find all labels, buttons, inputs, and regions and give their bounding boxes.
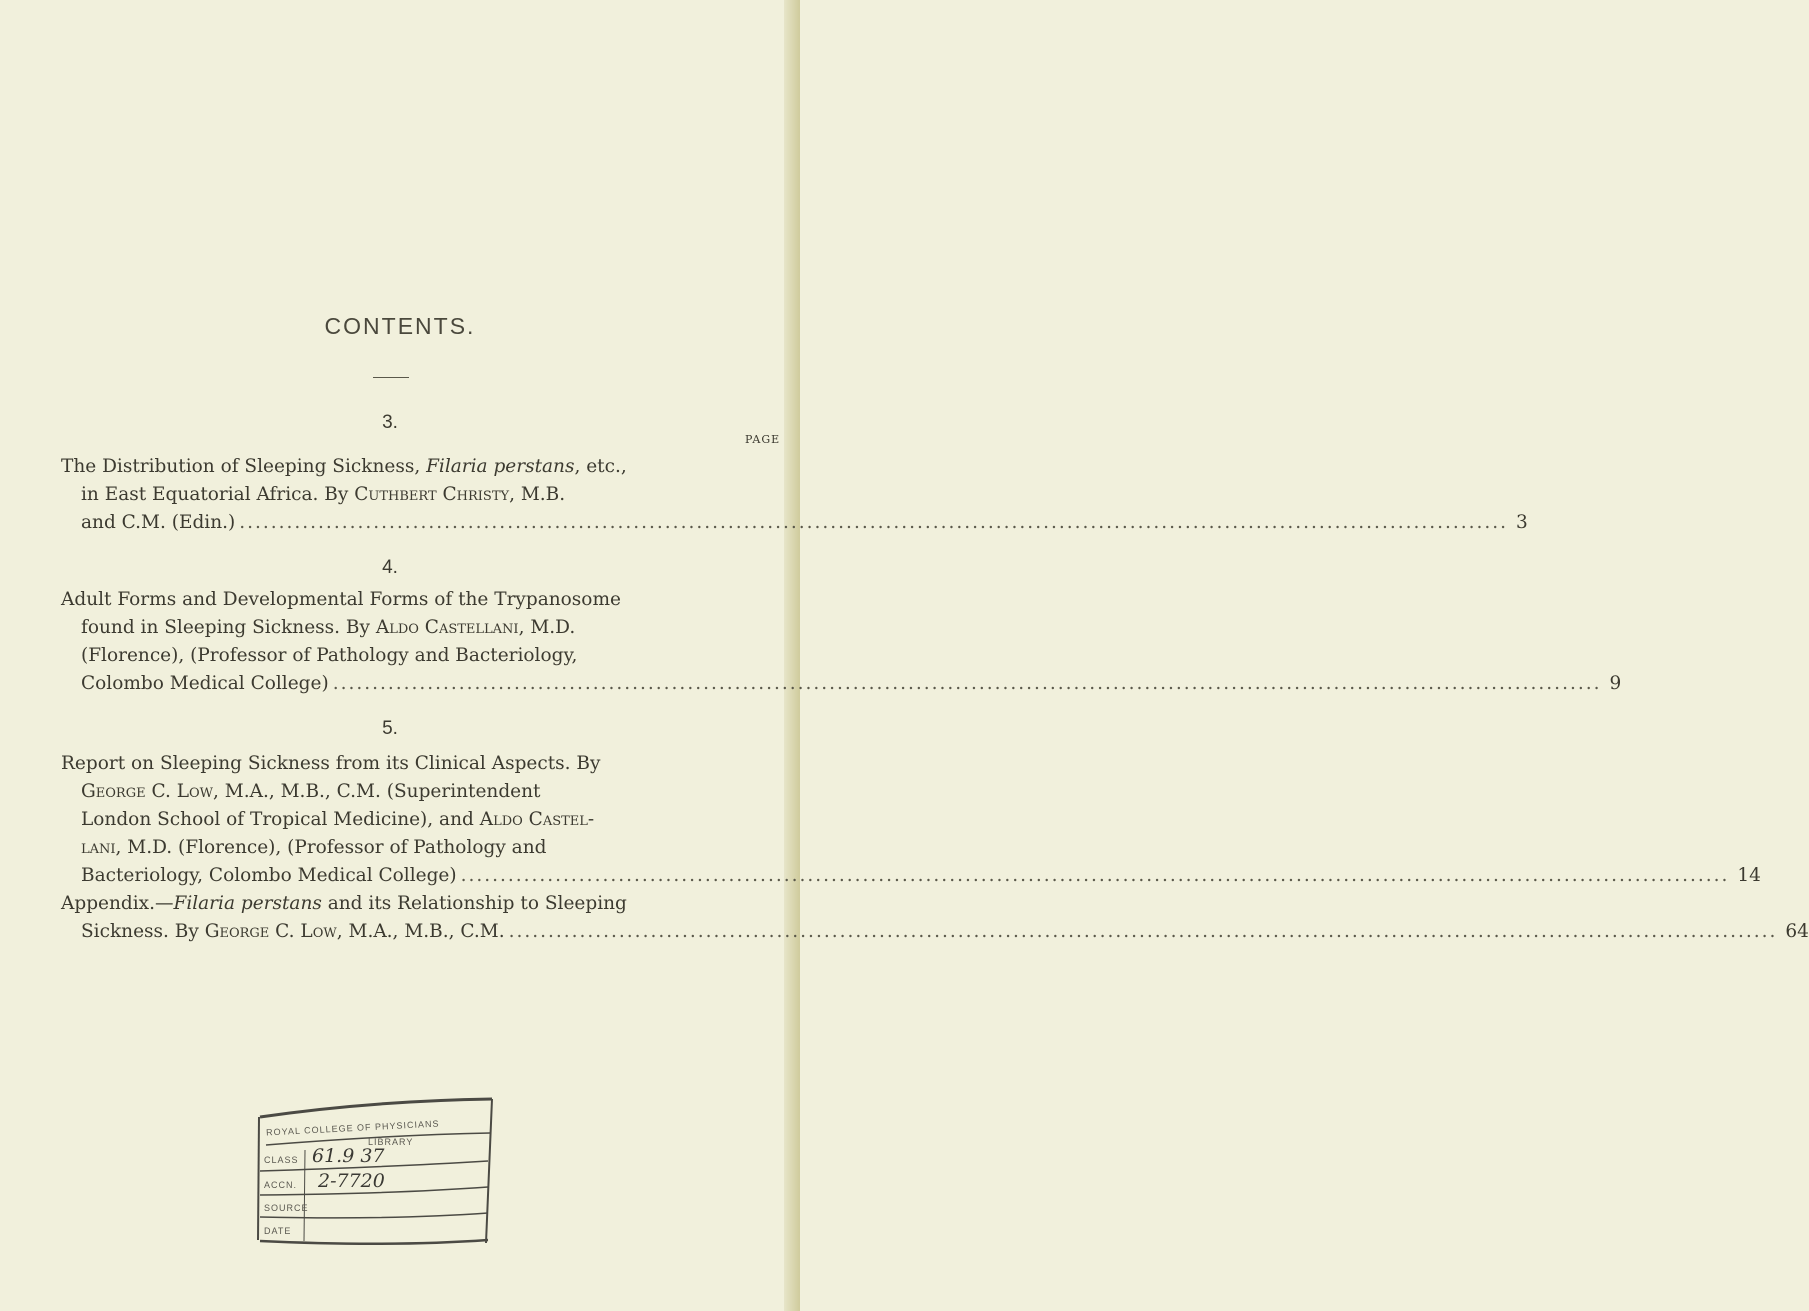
page-number: 14 (1737, 865, 1761, 886)
toc-entry-3[interactable]: The Distribution of Sleeping Sickness, Filaria perstans, etc., in East Equatorial Africa. By Cuthbert Christy, M.B. and C.M. (Edin.) ..... 3 (61, 453, 781, 537)
stamp-handwritten-value: 61.9 37 (312, 1145, 385, 1167)
leader-dots (333, 673, 1602, 694)
toc-entry-appendix[interactable]: Appendix.—Filaria perstans and its Relationship to Sleeping Sickness. By George C. Low, M.A., M.B., C.M. ..... 64 (61, 890, 781, 946)
stamp-subheader: LIBRARY (368, 1137, 414, 1147)
leader-dots (461, 865, 1730, 886)
stamp-handwritten-value: 2-7720 (318, 1170, 385, 1192)
stamp-label: ACCN. (264, 1180, 298, 1190)
stamp-header: ROYAL COLLEGE OF PHYSICIANS (265, 1118, 440, 1138)
stamp-frame (250, 1095, 520, 1245)
leader-dots (509, 921, 1778, 942)
page-number: 64 (1785, 921, 1809, 942)
page-number: 9 (1609, 673, 1622, 694)
entry-number: 4. (382, 557, 398, 578)
stamp-label: SOURCE (264, 1203, 309, 1213)
toc-entry-4[interactable]: Adult Forms and Developmental Forms of the Trypanosome found in Sleeping Sickness. By Aldo Castellani, M.D. (Florence), (Professor of Pathology and Bacteriology, Colombo Medical College) ..... 9 (61, 586, 781, 698)
page-edge-shadow (784, 0, 800, 1311)
page-column-label: PAGE (745, 433, 781, 446)
toc-entry-5[interactable]: Report on Sleeping Sickness from its Clinical Aspects. By George C. Low, M.A., M.B., C.M. (Superintendent London School of Tropical Medicine), and Aldo Castel- lani, M.D. (Florence), (Professor of Pathology and Bacteriology, Colombo Medical College) ..... 14 (61, 750, 781, 890)
entry-number: 5. (382, 718, 398, 739)
leader-dots (239, 512, 1508, 533)
contents-heading: CONTENTS. (324, 313, 476, 339)
heading-rule (373, 377, 409, 378)
library-stamp (250, 1095, 520, 1245)
stamp-label: CLASS (264, 1155, 299, 1165)
page-number: 3 (1516, 512, 1528, 533)
stamp-label: DATE (264, 1226, 292, 1236)
entry-number: 3. (382, 412, 398, 433)
